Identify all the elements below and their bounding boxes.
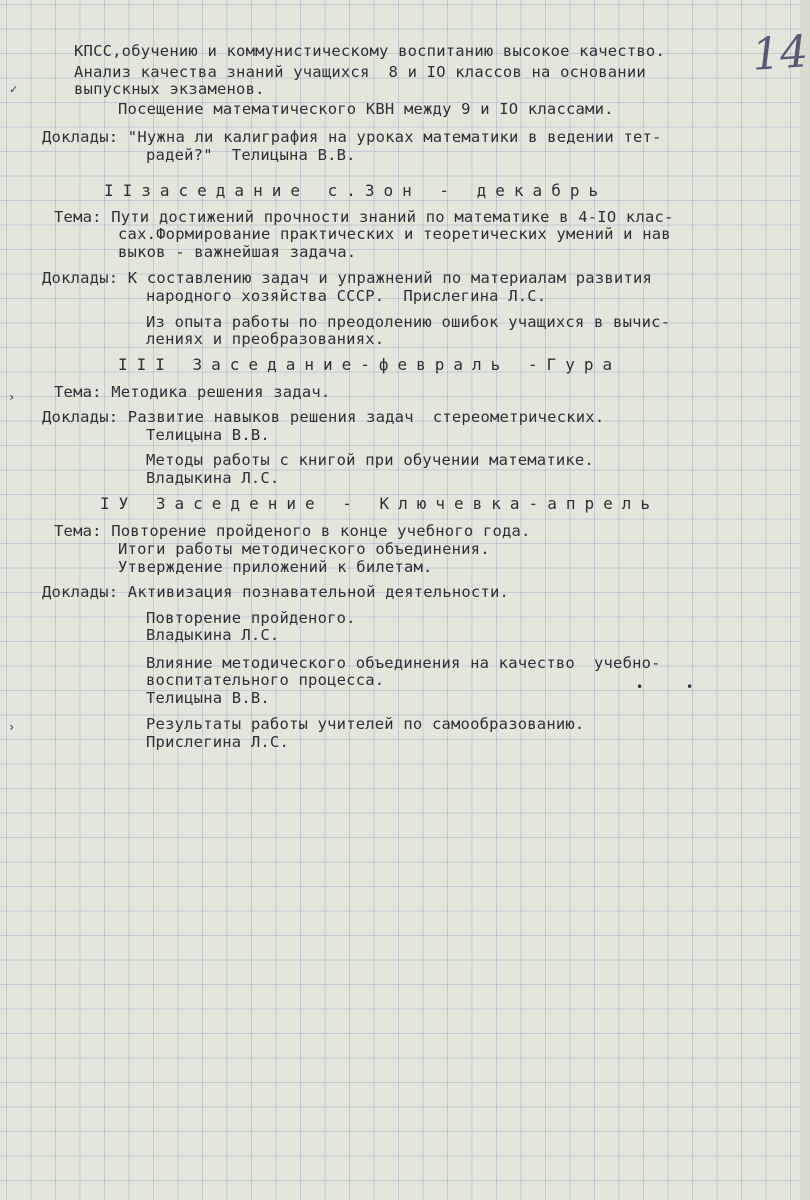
text-line: Итоги работы методического объединения. <box>118 540 490 558</box>
text-line: Из опыта работы по преодолению ошибок учащихся в вычис- <box>146 313 671 331</box>
text-line: Доклады: Активизация познавательной деятельности. <box>42 583 510 601</box>
text-line: Утверждение приложений к билетам. <box>118 558 433 576</box>
text-line: Методы работы с книгой при обучении математике. <box>146 451 594 469</box>
section-heading: IIзаседание с.Зон - декабрь <box>104 181 608 200</box>
section-heading: III Заседание-февраль -Гура <box>118 355 622 374</box>
text-line: Тема: Пути достижений прочности знаний по математике в 4-IO клас- <box>54 208 674 226</box>
margin-mark: › <box>8 390 16 404</box>
text-line: Анализ качества знаний учащихся 8 и IO классов на основании <box>74 63 646 81</box>
text-line: Доклады: Развитие навыков решения задач стереометрических. <box>42 408 605 426</box>
page-number: 14 <box>750 26 810 81</box>
section-heading: IУ Заседение - Ключевка-апрель <box>100 494 659 513</box>
text-line: Доклады: К составлению задач и упражнений по материалам развития <box>42 269 653 287</box>
text-line: Доклады: "Нужна ли калиграфия на уроках математики в ведении тет- <box>42 128 662 146</box>
margin-mark: • <box>636 680 644 694</box>
text-line: радей?" Телицына В.В. <box>146 146 356 164</box>
text-line: воспитательного процесса. <box>146 671 385 689</box>
text-line: Владыкина Л.С. <box>146 469 280 487</box>
text-line: Прислегина Л.С. <box>146 733 289 751</box>
text-line: Владыкина Л.С. <box>146 626 280 644</box>
text-line: Результаты работы учителей по самообразованию. <box>146 715 585 733</box>
text-line: Влияние методического объединения на качество учебно- <box>146 654 661 672</box>
margin-mark: › <box>8 720 16 734</box>
text-line: Телицына В.В. <box>146 426 270 444</box>
text-line: лениях и преобразованиях. <box>146 330 385 348</box>
text-line: КПСС,обучению и коммунистическому воспитанию высокое качество. <box>74 42 665 60</box>
text-line: выков - важнейшая задача. <box>118 243 357 261</box>
margin-mark: • <box>686 680 694 694</box>
text-line: Повторение пройденого. <box>146 609 356 627</box>
margin-mark: ✓ <box>10 82 18 96</box>
text-line: Тема: Повторение пройденого в конце учебного года. <box>54 522 531 540</box>
text-line: народного хозяйства СССР. Прислегина Л.С. <box>146 287 547 305</box>
text-line: выпускных экзаменов. <box>74 80 265 98</box>
text-line: Тема: Методика решения задач. <box>54 383 331 401</box>
text-line: Посещение математического КВН между 9 и IO классами. <box>118 100 614 118</box>
text-line: Телицына В.В. <box>146 689 270 707</box>
text-line: сах.Формирование практических и теоретических умений и нав <box>118 225 671 243</box>
